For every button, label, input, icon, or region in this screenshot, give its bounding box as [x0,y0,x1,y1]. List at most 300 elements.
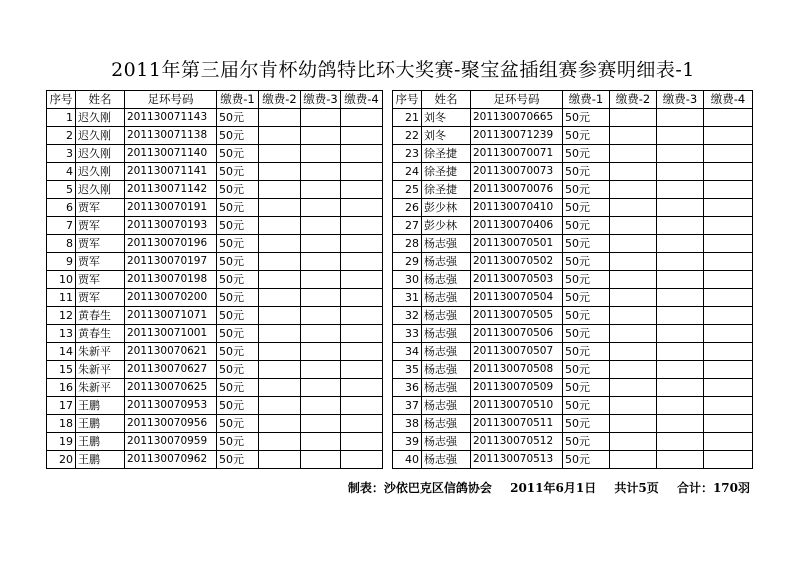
header-fee-3: 缴费-3 [301,91,341,109]
cell-fee-4 [704,451,753,469]
cell-no: 36 [393,379,422,397]
cell-fee-4 [341,163,383,181]
table-row [393,343,753,361]
cell-fee-2 [259,217,301,235]
cell-fee-2 [259,163,301,181]
cell-name: 贾军 [76,271,125,289]
table-row [47,109,383,127]
cell-fee-3 [301,433,341,451]
cell-ring-number: 201130070073 [471,163,563,181]
cell-fee-3 [657,397,704,415]
footer-maker: 制表：沙依巴克区信鸽协会 [347,481,492,495]
cell-fee-1: 50元 [217,325,259,343]
cell-ring-number: 201130071239 [471,127,563,145]
table-row [393,163,753,181]
cell-name: 彭少林 [422,217,471,235]
table-row [47,379,383,397]
cell-no: 12 [47,307,76,325]
cell-no: 9 [47,253,76,271]
cell-fee-1: 50元 [217,271,259,289]
table-row [47,451,383,469]
cell-fee-2 [259,379,301,397]
cell-fee-1: 50元 [217,361,259,379]
cell-ring-number: 201130071141 [125,163,217,181]
cell-fee-1: 50元 [563,109,610,127]
cell-fee-3 [657,433,704,451]
cell-name: 刘冬 [422,127,471,145]
cell-fee-4 [341,253,383,271]
footer-pages: 共计5页 [614,481,659,495]
cell-ring-number: 201130070076 [471,181,563,199]
cell-no: 10 [47,271,76,289]
table-row [47,325,383,343]
cell-no: 20 [47,451,76,469]
cell-fee-1: 50元 [217,415,259,433]
cell-fee-4 [341,109,383,127]
table-row [393,271,753,289]
cell-no: 30 [393,271,422,289]
cell-fee-2 [610,253,657,271]
cell-name: 杨志强 [422,433,471,451]
cell-fee-3 [657,127,704,145]
cell-name: 贾军 [76,235,125,253]
cell-fee-2 [259,235,301,253]
cell-name: 徐圣捷 [422,163,471,181]
cell-ring-number: 201130070513 [471,451,563,469]
cell-fee-4 [341,451,383,469]
cell-no: 11 [47,289,76,307]
table-row [393,415,753,433]
cell-ring-number: 201130070509 [471,379,563,397]
cell-fee-3 [301,325,341,343]
cell-name: 王鹏 [76,415,125,433]
cell-no: 21 [393,109,422,127]
cell-fee-4 [704,325,753,343]
cell-ring-number: 201130070510 [471,397,563,415]
cell-no: 29 [393,253,422,271]
table-row [47,163,383,181]
header-fee-2: 缴费-2 [259,91,301,109]
footer-summary [348,479,750,496]
cell-ring-number: 201130070665 [471,109,563,127]
cell-name: 朱新平 [76,361,125,379]
cell-fee-4 [341,145,383,163]
cell-no: 33 [393,325,422,343]
cell-fee-2 [259,271,301,289]
cell-name: 杨志强 [422,451,471,469]
cell-fee-4 [341,271,383,289]
table-row [393,379,753,397]
cell-fee-1: 50元 [563,379,610,397]
cell-ring-number: 201130070511 [471,415,563,433]
cell-fee-4 [341,379,383,397]
cell-fee-1: 50元 [217,145,259,163]
cell-fee-3 [301,109,341,127]
cell-fee-3 [657,199,704,217]
cell-fee-3 [301,343,341,361]
cell-fee-4 [341,433,383,451]
cell-fee-4 [704,379,753,397]
cell-fee-3 [657,271,704,289]
cell-fee-1: 50元 [217,289,259,307]
cell-fee-4 [704,163,753,181]
table-row [47,199,383,217]
cell-fee-2 [259,397,301,415]
cell-fee-2 [610,181,657,199]
cell-fee-3 [657,145,704,163]
cell-fee-4 [341,289,383,307]
cell-fee-3 [301,253,341,271]
cell-fee-2 [259,415,301,433]
cell-no: 15 [47,361,76,379]
cell-ring-number: 201130070501 [471,235,563,253]
table-row [393,433,753,451]
cell-fee-4 [704,343,753,361]
cell-no: 25 [393,181,422,199]
cell-fee-3 [657,415,704,433]
cell-fee-1: 50元 [563,199,610,217]
cell-fee-2 [610,397,657,415]
cell-ring-number: 201130070505 [471,307,563,325]
cell-fee-2 [610,127,657,145]
header-ring: 足环号码 [471,91,563,109]
cell-ring-number: 201130070200 [125,289,217,307]
header-name: 姓名 [76,91,125,109]
cell-ring-number: 201130070504 [471,289,563,307]
header-row [393,91,753,109]
cell-name: 朱新平 [76,343,125,361]
cell-no: 6 [47,199,76,217]
cell-fee-1: 50元 [563,433,610,451]
cell-fee-1: 50元 [217,433,259,451]
cell-fee-2 [259,289,301,307]
cell-no: 1 [47,109,76,127]
cell-name: 迟久刚 [76,127,125,145]
cell-fee-4 [704,415,753,433]
cell-fee-1: 50元 [563,415,610,433]
cell-fee-4 [341,415,383,433]
table-row [47,307,383,325]
cell-fee-2 [259,127,301,145]
cell-fee-2 [259,109,301,127]
cell-name: 杨志强 [422,253,471,271]
cell-name: 杨志强 [422,343,471,361]
cell-name: 彭少林 [422,199,471,217]
cell-no: 3 [47,145,76,163]
cell-fee-1: 50元 [563,253,610,271]
cell-ring-number: 201130070197 [125,253,217,271]
cell-fee-3 [301,145,341,163]
cell-fee-1: 50元 [563,361,610,379]
cell-fee-1: 50元 [217,217,259,235]
cell-no: 26 [393,199,422,217]
cell-fee-3 [301,181,341,199]
cell-ring-number: 201130070959 [125,433,217,451]
cell-fee-2 [259,199,301,217]
footer-total: 合计：170羽 [676,481,750,495]
table-row [393,145,753,163]
table-row [393,325,753,343]
cell-name: 杨志强 [422,289,471,307]
cell-fee-4 [341,127,383,145]
cell-fee-3 [657,235,704,253]
cell-name: 杨志强 [422,235,471,253]
cell-fee-3 [657,343,704,361]
header-ring: 足环号码 [125,91,217,109]
table-row [47,145,383,163]
table-row [393,109,753,127]
cell-ring-number: 201130070193 [125,217,217,235]
table-row [47,415,383,433]
header-fee-4: 缴费-4 [341,91,383,109]
cell-ring-number: 201130070627 [125,361,217,379]
cell-fee-2 [610,199,657,217]
table-row [393,397,753,415]
cell-name: 杨志强 [422,325,471,343]
table-row [47,217,383,235]
cell-fee-4 [704,181,753,199]
cell-fee-4 [341,217,383,235]
cell-no: 13 [47,325,76,343]
cell-fee-4 [704,199,753,217]
cell-fee-1: 50元 [563,271,610,289]
cell-fee-2 [259,181,301,199]
cell-no: 32 [393,307,422,325]
cell-fee-4 [341,397,383,415]
cell-fee-3 [301,217,341,235]
header-no: 序号 [393,91,422,109]
cell-fee-3 [301,235,341,253]
cell-ring-number: 201130070512 [471,433,563,451]
cell-no: 14 [47,343,76,361]
cell-fee-1: 50元 [217,253,259,271]
cell-no: 39 [393,433,422,451]
cell-ring-number: 201130070406 [471,217,563,235]
cell-fee-1: 50元 [563,145,610,163]
cell-fee-2 [610,289,657,307]
cell-fee-2 [610,271,657,289]
cell-fee-3 [657,253,704,271]
cell-fee-3 [301,163,341,181]
cell-no: 28 [393,235,422,253]
cell-fee-3 [301,307,341,325]
cell-fee-4 [341,235,383,253]
cell-fee-4 [341,361,383,379]
cell-fee-2 [610,451,657,469]
table-row [47,235,383,253]
cell-fee-2 [610,325,657,343]
cell-fee-3 [301,361,341,379]
table-row [47,127,383,145]
table-row [393,361,753,379]
cell-name: 杨志强 [422,361,471,379]
cell-ring-number: 201130070196 [125,235,217,253]
cell-fee-3 [657,325,704,343]
cell-fee-3 [657,451,704,469]
cell-fee-3 [657,109,704,127]
cell-no: 23 [393,145,422,163]
cell-fee-1: 50元 [563,127,610,145]
cell-fee-3 [657,361,704,379]
cell-fee-3 [657,307,704,325]
table-row [393,253,753,271]
cell-fee-4 [704,397,753,415]
cell-ring-number: 201130070191 [125,199,217,217]
cell-fee-4 [704,307,753,325]
cell-fee-3 [301,127,341,145]
cell-no: 38 [393,415,422,433]
cell-fee-2 [610,415,657,433]
cell-ring-number: 201130071071 [125,307,217,325]
table-row [393,181,753,199]
cell-fee-2 [259,433,301,451]
cell-ring-number: 201130071142 [125,181,217,199]
cell-ring-number: 201130070962 [125,451,217,469]
cell-ring-number: 201130070621 [125,343,217,361]
cell-fee-4 [704,145,753,163]
cell-name: 徐圣捷 [422,145,471,163]
cell-fee-3 [301,451,341,469]
cell-fee-3 [301,397,341,415]
entry-table-right [392,90,753,469]
cell-fee-1: 50元 [563,325,610,343]
cell-fee-1: 50元 [217,199,259,217]
cell-fee-3 [301,289,341,307]
cell-ring-number: 201130071140 [125,145,217,163]
cell-fee-2 [610,433,657,451]
cell-ring-number: 201130070410 [471,199,563,217]
cell-ring-number: 201130070507 [471,343,563,361]
table-row [47,433,383,451]
cell-fee-1: 50元 [563,397,610,415]
cell-fee-4 [704,109,753,127]
table-row [393,217,753,235]
cell-fee-1: 50元 [563,307,610,325]
cell-name: 贾军 [76,289,125,307]
header-name: 姓名 [422,91,471,109]
table-row [47,343,383,361]
cell-no: 17 [47,397,76,415]
cell-fee-4 [704,127,753,145]
cell-fee-1: 50元 [217,163,259,181]
header-no: 序号 [47,91,76,109]
cell-fee-1: 50元 [217,235,259,253]
cell-fee-1: 50元 [217,181,259,199]
cell-no: 5 [47,181,76,199]
cell-fee-1: 50元 [217,307,259,325]
cell-fee-4 [341,199,383,217]
cell-fee-4 [341,325,383,343]
cell-name: 贾军 [76,253,125,271]
cell-fee-2 [259,361,301,379]
header-fee-1: 缴费-1 [563,91,610,109]
cell-name: 徐圣捷 [422,181,471,199]
cell-fee-1: 50元 [217,127,259,145]
cell-fee-1: 50元 [217,343,259,361]
cell-no: 34 [393,343,422,361]
cell-fee-4 [704,217,753,235]
cell-name: 刘冬 [422,109,471,127]
cell-no: 16 [47,379,76,397]
cell-name: 贾军 [76,199,125,217]
cell-ring-number: 201130070956 [125,415,217,433]
cell-name: 贾军 [76,217,125,235]
cell-name: 杨志强 [422,379,471,397]
cell-fee-1: 50元 [217,109,259,127]
cell-ring-number: 201130070502 [471,253,563,271]
table-row [393,235,753,253]
header-fee-1: 缴费-1 [217,91,259,109]
cell-no: 22 [393,127,422,145]
cell-no: 24 [393,163,422,181]
cell-fee-2 [259,343,301,361]
header-fee-4: 缴费-4 [704,91,753,109]
cell-ring-number: 201130070198 [125,271,217,289]
cell-fee-4 [704,433,753,451]
cell-name: 王鹏 [76,433,125,451]
cell-fee-2 [610,217,657,235]
cell-no: 4 [47,163,76,181]
cell-fee-4 [704,271,753,289]
entry-table-left [46,90,383,469]
table-row [47,289,383,307]
table-row [47,271,383,289]
cell-fee-1: 50元 [563,343,610,361]
cell-fee-2 [610,343,657,361]
cell-fee-4 [704,361,753,379]
cell-fee-1: 50元 [217,451,259,469]
cell-fee-2 [259,307,301,325]
cell-no: 8 [47,235,76,253]
cell-ring-number: 201130070506 [471,325,563,343]
cell-name: 王鹏 [76,397,125,415]
cell-fee-1: 50元 [563,217,610,235]
cell-name: 黄春生 [76,307,125,325]
cell-fee-1: 50元 [217,379,259,397]
cell-fee-2 [610,307,657,325]
header-row [47,91,383,109]
table-row [393,307,753,325]
cell-fee-3 [657,163,704,181]
cell-fee-3 [657,379,704,397]
cell-no: 35 [393,361,422,379]
cell-ring-number: 201130070071 [471,145,563,163]
header-fee-2: 缴费-2 [610,91,657,109]
cell-fee-4 [704,235,753,253]
cell-fee-2 [610,235,657,253]
cell-fee-4 [704,253,753,271]
cell-name: 迟久刚 [76,181,125,199]
cell-no: 27 [393,217,422,235]
cell-name: 迟久刚 [76,109,125,127]
cell-no: 19 [47,433,76,451]
cell-ring-number: 201130070953 [125,397,217,415]
table-row [47,181,383,199]
cell-fee-2 [610,163,657,181]
cell-fee-1: 50元 [217,397,259,415]
cell-name: 黄春生 [76,325,125,343]
cell-fee-4 [341,343,383,361]
cell-fee-2 [610,109,657,127]
table-row [393,127,753,145]
cell-ring-number: 201130071001 [125,325,217,343]
cell-no: 7 [47,217,76,235]
page-title: 2011年第三届尔肯杯幼鸽特比环大奖赛-聚宝盆插组赛参赛明细表-1 [111,59,695,81]
cell-no: 31 [393,289,422,307]
cell-ring-number: 201130070503 [471,271,563,289]
cell-ring-number: 201130070625 [125,379,217,397]
cell-ring-number: 201130071138 [125,127,217,145]
